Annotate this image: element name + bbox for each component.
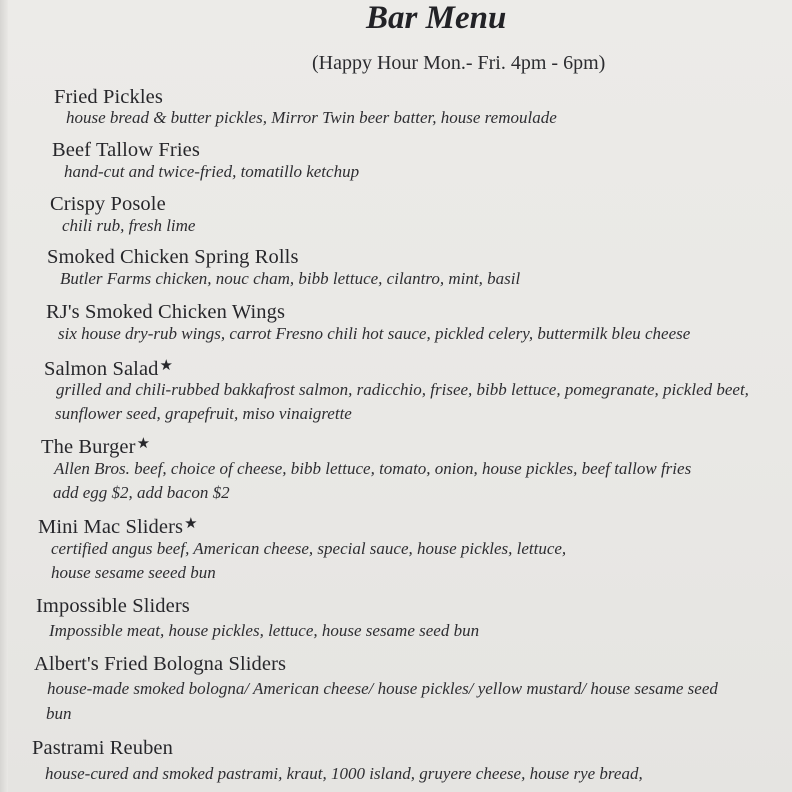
item-name: Salmon Salad xyxy=(44,358,159,380)
item-description: house-cured and smoked pastrami, kraut, 1000 island, gruyere cheese, house rye bread, xyxy=(45,764,643,783)
item-description: Allen Bros. beef, choice of cheese, bibb lettuce, tomato, onion, house pickles, beef tallow fries xyxy=(54,459,692,478)
menu-item-rjs-smoked-chicken-wings xyxy=(46,301,285,324)
menu-item-crispy-posole xyxy=(50,193,166,216)
star-icon: ★ xyxy=(184,516,198,532)
item-name: Beef Tallow Fries xyxy=(52,139,200,161)
item-description: Butler Farms chicken, nouc cham, bibb lettuce, cilantro, mint, basil xyxy=(60,269,521,288)
item-name: Fried Pickles xyxy=(54,86,163,108)
page-edge-shadow xyxy=(0,0,8,792)
item-description: bun xyxy=(46,704,72,723)
star-icon: ★ xyxy=(159,358,174,374)
item-description: sunflower seed, grapefruit, miso vinaigrette xyxy=(55,404,352,423)
menu-item-pastrami-reuben xyxy=(32,737,173,760)
item-name: Pastrami Reuben xyxy=(32,737,173,759)
item-name: Mini Mac Sliders xyxy=(38,516,184,538)
item-description: Impossible meat, house pickles, lettuce, house sesame seed bun xyxy=(49,621,480,640)
item-description: house-made smoked bologna/ American cheese/ house pickles/ yellow mustard/ house sesame seed xyxy=(47,679,718,698)
item-name: The Burger xyxy=(41,436,136,458)
happy-hour-note: (Happy Hour Mon.- Fri. 4pm - 6pm) xyxy=(312,52,606,74)
star-icon: ★ xyxy=(136,436,151,452)
item-name: Albert's Fried Bologna Sliders xyxy=(34,653,287,675)
item-name: Smoked Chicken Spring Rolls xyxy=(47,246,299,268)
menu-item-fried-pickles xyxy=(54,86,163,109)
menu-item-salmon-salad xyxy=(44,356,173,381)
item-description: six house dry-rub wings, carrot Fresno chili hot sauce, pickled celery, buttermilk bleu cheese xyxy=(58,324,691,343)
menu-item-alberts-fried-bologna-sliders xyxy=(34,653,286,676)
menu-item-mini-mac-sliders xyxy=(38,514,198,539)
item-description: hand-cut and twice-fried, tomatillo ketchup xyxy=(64,162,360,181)
item-description: house sesame seeed bun xyxy=(51,563,216,582)
item-description: add egg $2, add bacon $2 xyxy=(53,483,230,502)
item-name: RJ's Smoked Chicken Wings xyxy=(46,301,286,323)
menu-item-impossible-sliders xyxy=(36,595,190,618)
menu-item-the-burger xyxy=(41,434,150,459)
menu-item-smoked-chicken-spring-rolls xyxy=(47,246,299,269)
menu-title: Bar Menu xyxy=(366,0,507,36)
item-description: grilled and chili-rubbed bakkafrost salmon, radicchio, frisee, bibb lettuce, pomegranate, pickled beet, xyxy=(56,380,749,399)
item-description: house bread & butter pickles, Mirror Twin beer batter, house remoulade xyxy=(66,108,557,127)
menu-item-beef-tallow-fries xyxy=(52,139,200,162)
item-name: Impossible Sliders xyxy=(36,595,190,617)
item-description: certified angus beef, American cheese, special sauce, house pickles, lettuce, xyxy=(51,539,567,558)
item-description: chili rub, fresh lime xyxy=(62,216,196,235)
item-name: Crispy Posole xyxy=(50,193,166,215)
